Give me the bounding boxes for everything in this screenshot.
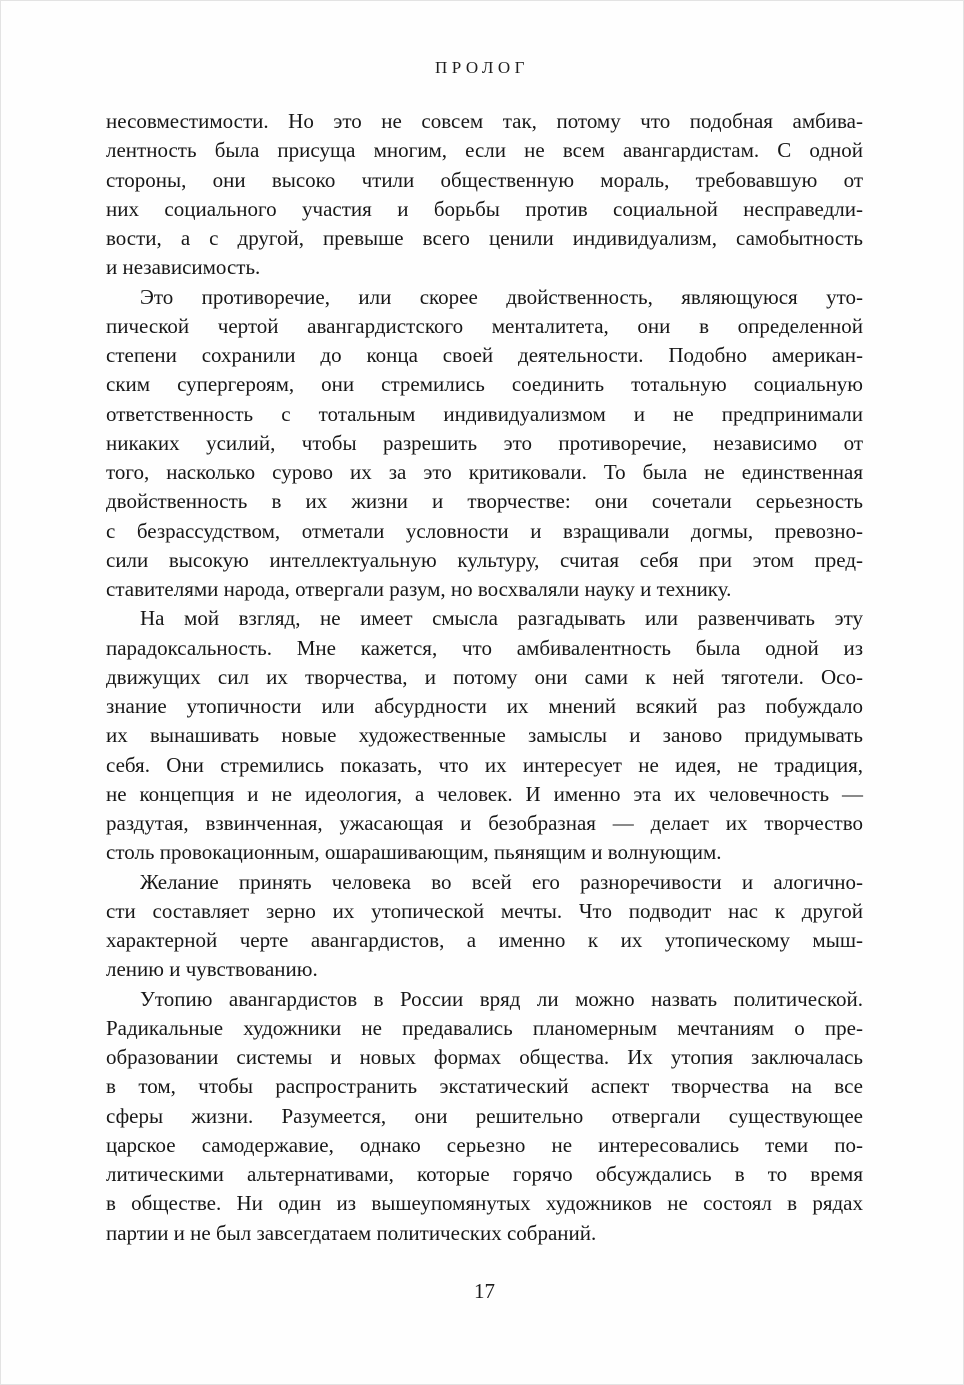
text-line: знание утопичности или абсурдности их мнений всякий раз побуждало [106, 694, 863, 718]
text-line: пической чертой авангардистского менталитета, они в определенной [106, 313, 863, 338]
text-line: На мой взгляд, не имеет смысла разгадывать или развенчивать эту [140, 606, 863, 631]
text-line: в обществе. Ни один из вышеупомянутых художников не состоял в рядах [106, 1191, 863, 1216]
text-line: не концепция и не идеология, а человек. И именно эта их человечность — [106, 781, 863, 806]
text-line: в том, чтобы распространить экстатический аспект творчества на все [106, 1074, 863, 1099]
page-text [106, 107, 863, 1248]
text-line: их вынашивать новые художественные замыслы и заново придумывать [106, 723, 863, 748]
text-line: столь провокационным, ошарашивающим, пьянящим и волнующим. [106, 840, 722, 865]
text-line: себя. Они стремились показать, что их интересует не идея, не традиция, [106, 752, 863, 777]
text-line: сили высокую интеллектуальную культуру, считая себя при этом пред- [106, 547, 863, 572]
text-line: и независимость. [106, 255, 261, 280]
text-line: сферы жизни. Разумеется, они решительно отвергали существующее [106, 1103, 863, 1128]
text-line: того, насколько сурово их за это критиковали. То была не единственная [106, 460, 863, 484]
page-number: 17 [474, 1279, 495, 1303]
text-line: ским супергероям, они стремились соединить тотальную социальную [106, 372, 863, 397]
text-line: партии и не был завсегдатаем политических собраний. [106, 1220, 597, 1245]
text-line: стороны, они высоко чтили общественную мораль, требовавшую от [106, 167, 863, 192]
text-line: них социального участия и борьбы против социальной несправедли- [106, 196, 863, 221]
text-line: движущих сил их творчества, и потому они сами к ней тяготели. Осо- [106, 664, 863, 689]
text-line: с безрассудством, отметали условности и взращивали догмы, превозно- [106, 518, 863, 543]
text-line: степени сохранили до конца своей деятельности. Подобно американ- [106, 343, 863, 367]
text-line: вости, а с другой, превыше всего ценили индивидуализм, самобытность [106, 226, 863, 250]
text-line: Радикальные художники не предавались планомерным мечтаниям о пре- [106, 1015, 863, 1040]
text-line: образовании системы и новых формах общества. Их утопия заключалась [106, 1045, 863, 1069]
text-line: царское самодержавие, однако серьезно не интересовались теми по- [106, 1132, 863, 1157]
text-line: никаких усилий, чтобы разрешить это противоречие, независимо от [106, 430, 863, 455]
text-line: лению и чувствованию. [106, 957, 318, 982]
text-line: Утопию авангардистов в России вряд ли можно назвать политической. [140, 986, 863, 1011]
text-line: парадоксальность. Мне кажется, что амбивалентность была одной из [106, 635, 863, 660]
text-line: Это противоречие, или скорее двойственность, являющуюся уто- [140, 284, 863, 309]
text-line: двойственность в их жизни и творчестве: они сочетали серьезность [106, 489, 863, 514]
text-line: ставителями народа, отвергали разум, но восхваляли науку и технику. [106, 577, 732, 601]
chapter-header: ПРОЛОГ [434, 58, 529, 77]
text-line: лентность была присуща многим, если не всем авангардистам. С одной [106, 138, 863, 163]
text-line: сти составляет зерно их утопической мечты. Что подводит нас к другой [106, 898, 863, 923]
text-line: ответственность с тотальным индивидуализмом и не предпринимали [106, 401, 863, 426]
text-line: Желание принять человека во всей его разноречивости и алогично- [140, 869, 863, 894]
text-line: характерной черте авангардистов, а именно к их утопическому мыш- [106, 928, 863, 952]
text-line: литическими альтернативами, которые горячо обсуждались в то время [106, 1162, 863, 1186]
text-line: раздутая, взвинченная, ужасающая и безобразная — делает их творчество [106, 811, 863, 835]
text-line: несовместимости. Но это не совсем так, потому что подобная амбива- [106, 109, 863, 133]
